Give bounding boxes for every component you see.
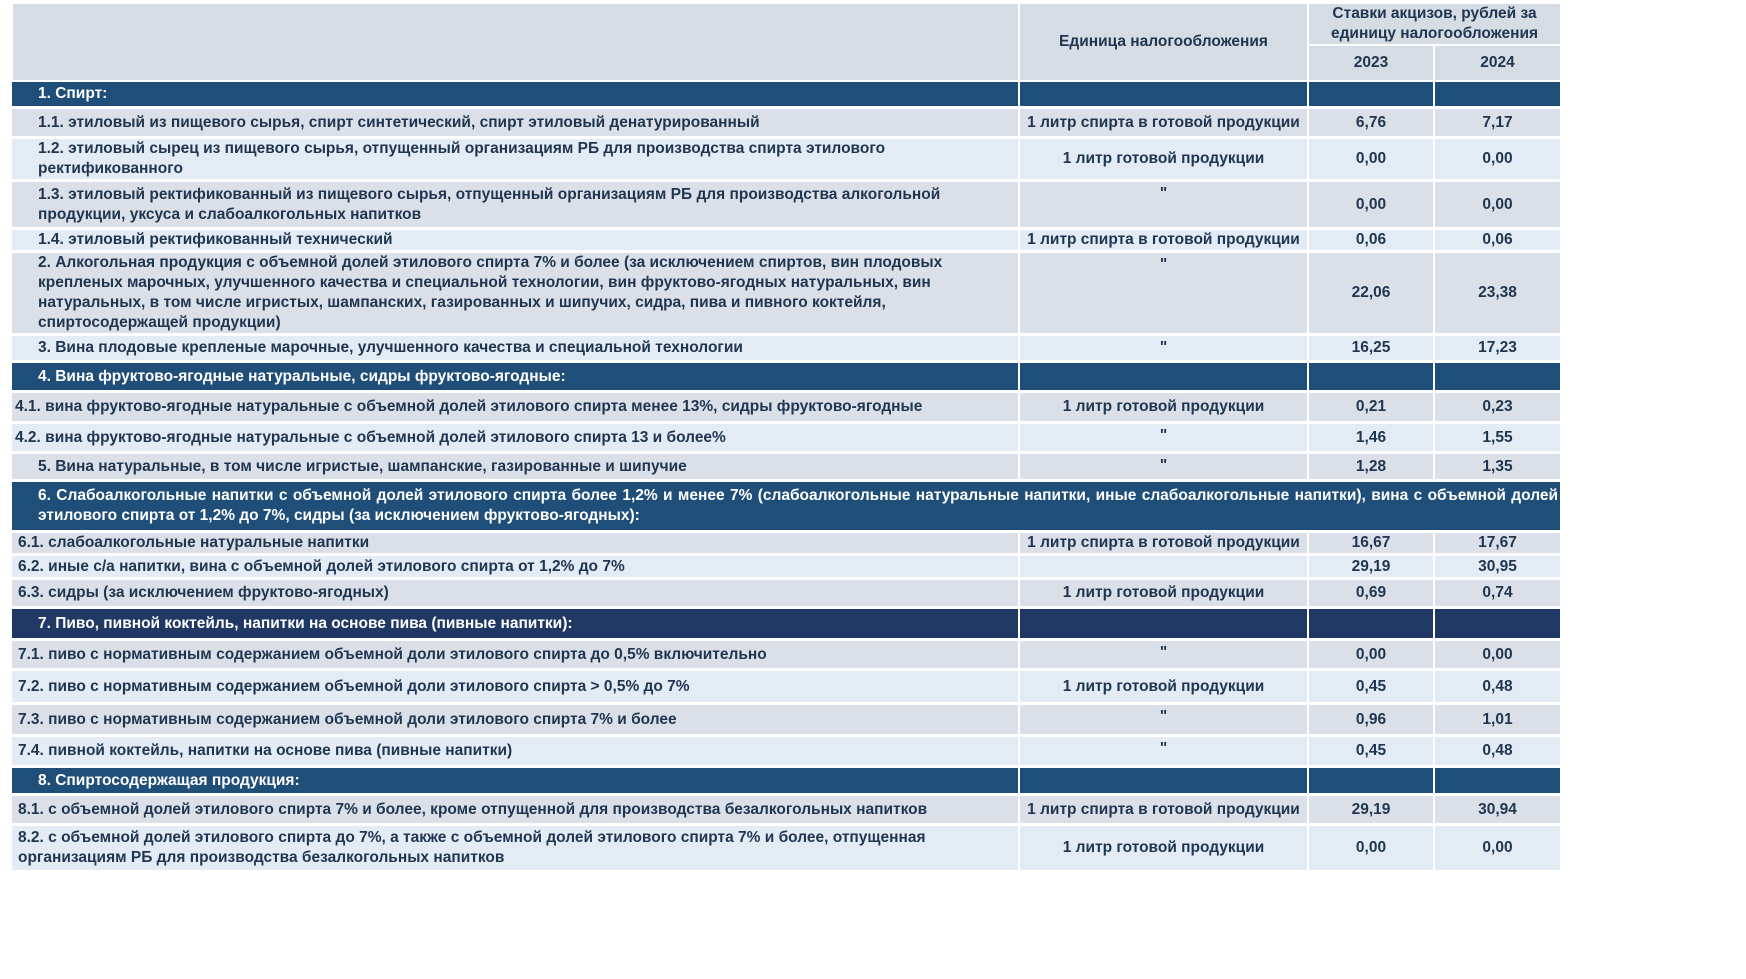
section-empty-cell — [1019, 81, 1308, 108]
rate-2023: 0,69 — [1308, 579, 1434, 608]
row-unit: 1 литр спирта в готовой продукции — [1019, 532, 1308, 555]
row-name: 2. Алкогольная продукция с объемной долей этилового спирта 7% и более (за исключением спиртов, вин плодовых крепленых марочных, улучшенного качества и специальной технологии, вин фруктово-ягодных натуральных, вин натуральных, в том числе игристых, шампанских, газированных и шипучих, сидра, пива и пивного коктейля, спиртосодержащей продукции) — [12, 252, 1019, 335]
rate-2023: 0,00 — [1308, 138, 1434, 181]
section-empty-cell — [1434, 767, 1561, 795]
section-row — [12, 481, 1561, 532]
row-name: 1.3. этиловый ректификованный из пищевого сырья, отпущенный организациям РБ для производства алкогольной продукции, уксуса и слабоалкогольных напитков — [12, 181, 1019, 229]
row-name: 5. Вина натуральные, в том числе игристые, шампанские, газированные и шипучие — [12, 453, 1019, 481]
row-name: 4.2. вина фруктово-ягодные натуральные с объемной долей этилового спирта 13 и более% — [12, 423, 1019, 453]
rate-2024: 0,23 — [1434, 392, 1561, 423]
rate-2024: 0,74 — [1434, 579, 1561, 608]
rate-2023: 29,19 — [1308, 795, 1434, 825]
table-body — [12, 81, 1561, 872]
table-row — [12, 392, 1561, 423]
rate-2024: 0,06 — [1434, 229, 1561, 252]
table-row — [12, 795, 1561, 825]
row-unit: " — [1019, 252, 1308, 335]
table-row — [12, 453, 1561, 481]
row-name: 7.1. пиво с нормативным содержанием объемной доли этилового спирта до 0,5% включительно — [12, 640, 1019, 670]
rate-2023: 0,45 — [1308, 736, 1434, 767]
row-name: 7.4. пивной коктейль, напитки на основе пива (пивные напитки) — [12, 736, 1019, 767]
rate-2023: 0,45 — [1308, 670, 1434, 704]
row-unit: 1 литр готовой продукции — [1019, 392, 1308, 423]
rate-2024: 1,35 — [1434, 453, 1561, 481]
rate-2024: 17,23 — [1434, 335, 1561, 362]
section-title: 6. Слабоалкогольные напитки с объемной долей этилового спирта более 1,2% и менее 7% (слабоалкогольные натуральные напитки, иные слабоалкогольные напитки), вина с объемной долей этилового спирта от 1,2% до 7%, сидры (за исключением фруктово-ягодных): — [12, 481, 1561, 532]
section-empty-cell — [1434, 608, 1561, 640]
row-name: 1.2. этиловый сырец из пищевого сырья, отпущенный организациям РБ для производства спирта этилового ректификованного — [12, 138, 1019, 181]
row-unit: " — [1019, 335, 1308, 362]
rate-2024: 17,67 — [1434, 532, 1561, 555]
table-row — [12, 423, 1561, 453]
table-row — [12, 229, 1561, 252]
section-empty-cell — [1308, 362, 1434, 392]
table-row — [12, 640, 1561, 670]
table-row — [12, 335, 1561, 362]
table-row — [12, 532, 1561, 555]
table-row — [12, 138, 1561, 181]
table-row — [12, 704, 1561, 736]
header-year-2023: 2023 — [1308, 45, 1434, 81]
row-unit: 1 литр готовой продукции — [1019, 825, 1308, 872]
row-unit: 1 литр спирта в готовой продукции — [1019, 229, 1308, 252]
section-empty-cell — [1434, 362, 1561, 392]
row-unit: " — [1019, 181, 1308, 229]
section-empty-cell — [1308, 608, 1434, 640]
header-blank — [12, 3, 1019, 81]
row-unit — [1019, 555, 1308, 579]
row-name: 6.2. иные с/а напитки, вина с объемной долей этилового спирта от 1,2% до 7% — [12, 555, 1019, 579]
rate-2024: 0,48 — [1434, 670, 1561, 704]
rate-2024: 23,38 — [1434, 252, 1561, 335]
row-unit: " — [1019, 640, 1308, 670]
row-name: 7.3. пиво с нормативным содержанием объемной доли этилового спирта 7% и более — [12, 704, 1019, 736]
rate-2023: 6,76 — [1308, 108, 1434, 138]
row-unit: 1 литр готовой продукции — [1019, 138, 1308, 181]
header-year-2024: 2024 — [1434, 45, 1561, 81]
row-unit: 1 литр спирта в готовой продукции — [1019, 108, 1308, 138]
section-title: 8. Спиртосодержащая продукция: — [12, 767, 1019, 795]
rate-2024: 1,01 — [1434, 704, 1561, 736]
section-empty-cell — [1308, 81, 1434, 108]
rate-2023: 29,19 — [1308, 555, 1434, 579]
rate-2023: 22,06 — [1308, 252, 1434, 335]
rate-2024: 0,00 — [1434, 138, 1561, 181]
rate-2024: 0,00 — [1434, 825, 1561, 872]
section-row — [12, 608, 1561, 640]
section-empty-cell — [1019, 362, 1308, 392]
rate-2024: 0,00 — [1434, 640, 1561, 670]
row-name: 8.1. с объемной долей этилового спирта 7% и более, кроме отпущенной для производства безалкогольных напитков — [12, 795, 1019, 825]
row-name: 1.1. этиловый из пищевого сырья, спирт синтетический, спирт этиловый денатурированный — [12, 108, 1019, 138]
row-unit: 1 литр готовой продукции — [1019, 579, 1308, 608]
rate-2024: 0,48 — [1434, 736, 1561, 767]
table-row — [12, 579, 1561, 608]
rate-2023: 0,21 — [1308, 392, 1434, 423]
rate-2024: 30,94 — [1434, 795, 1561, 825]
rate-2024: 0,00 — [1434, 181, 1561, 229]
section-title: 7. Пиво, пивной коктейль, напитки на основе пива (пивные напитки): — [12, 608, 1019, 640]
row-name: 7.2. пиво с нормативным содержанием объемной доли этилового спирта > 0,5% до 7% — [12, 670, 1019, 704]
row-unit: " — [1019, 423, 1308, 453]
rate-2023: 1,28 — [1308, 453, 1434, 481]
row-name: 4.1. вина фруктово-ягодные натуральные с объемной долей этилового спирта менее 13%, сидры фруктово-ягодные — [12, 392, 1019, 423]
section-row — [12, 81, 1561, 108]
rate-2023: 0,00 — [1308, 825, 1434, 872]
section-empty-cell — [1308, 767, 1434, 795]
row-name: 6.1. слабоалкогольные натуральные напитки — [12, 532, 1019, 555]
header-rates: Ставки акцизов, рублей за единицу налогообложения — [1308, 3, 1561, 45]
row-unit: " — [1019, 453, 1308, 481]
row-unit: 1 литр спирта в готовой продукции — [1019, 795, 1308, 825]
row-unit: " — [1019, 736, 1308, 767]
table-row — [12, 825, 1561, 872]
rate-2023: 0,96 — [1308, 704, 1434, 736]
table-row — [12, 108, 1561, 138]
section-title: 1. Спирт: — [12, 81, 1019, 108]
rate-2023: 16,67 — [1308, 532, 1434, 555]
table-row — [12, 670, 1561, 704]
section-row — [12, 767, 1561, 795]
row-name: 3. Вина плодовые крепленые марочные, улучшенного качества и специальной технологии — [12, 335, 1019, 362]
rate-2023: 0,00 — [1308, 181, 1434, 229]
table-row — [12, 252, 1561, 335]
row-unit: " — [1019, 704, 1308, 736]
table-row — [12, 181, 1561, 229]
excise-rates-table-container — [11, 2, 1560, 873]
table-row — [12, 555, 1561, 579]
rate-2023: 16,25 — [1308, 335, 1434, 362]
row-unit: 1 литр готовой продукции — [1019, 670, 1308, 704]
rate-2024: 7,17 — [1434, 108, 1561, 138]
row-name: 1.4. этиловый ректификованный технический — [12, 229, 1019, 252]
rate-2023: 0,00 — [1308, 640, 1434, 670]
rate-2024: 1,55 — [1434, 423, 1561, 453]
rate-2024: 30,95 — [1434, 555, 1561, 579]
table-row — [12, 736, 1561, 767]
section-empty-cell — [1434, 81, 1561, 108]
section-empty-cell — [1019, 608, 1308, 640]
row-name: 6.3. сидры (за исключением фруктово-ягодных) — [12, 579, 1019, 608]
excise-rates-table — [11, 2, 1562, 873]
section-row — [12, 362, 1561, 392]
section-title: 4. Вина фруктово-ягодные натуральные, сидры фруктово-ягодные: — [12, 362, 1019, 392]
rate-2023: 1,46 — [1308, 423, 1434, 453]
section-empty-cell — [1019, 767, 1308, 795]
row-name: 8.2. с объемной долей этилового спирта до 7%, а также с объемной долей этилового спирта 7% и более, отпущенная организациям РБ для производства безалкогольных напитков — [12, 825, 1019, 872]
header-unit: Единица налогообложения — [1019, 3, 1308, 81]
rate-2023: 0,06 — [1308, 229, 1434, 252]
